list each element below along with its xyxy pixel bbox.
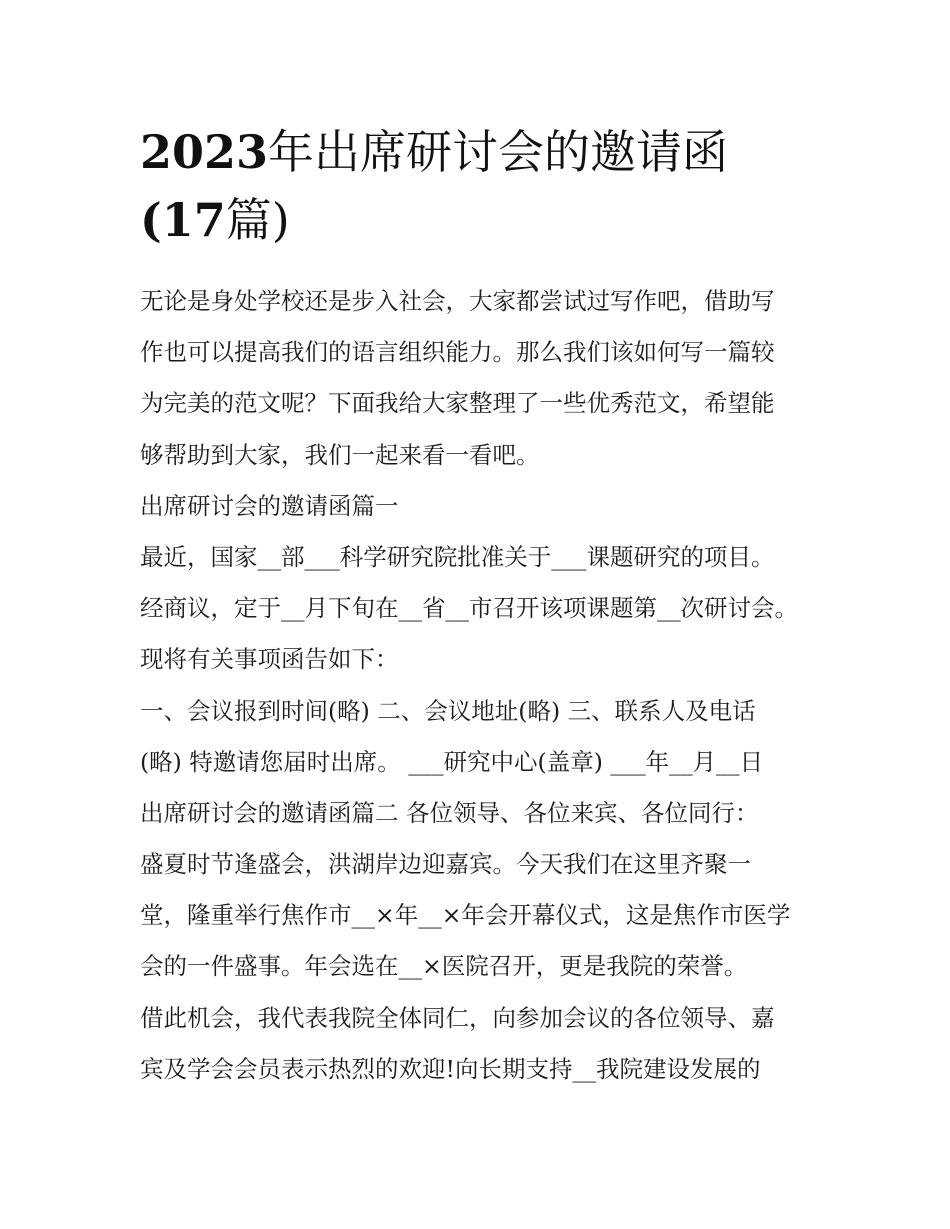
section-heading-2: 出席研讨会的邀请函篇二 各位领导、各位来宾、各位同行： (140, 798, 759, 827)
body-line: 宾及学会会员表示热烈的欢迎!向长期支持__我院建设发展的 (140, 1054, 761, 1083)
body-line: 最近，国家__部___科学研究院批准关于___课题研究的项目。 (140, 542, 775, 571)
body-line: 够帮助到大家，我们一起来看一看吧。 (140, 440, 540, 469)
body-line: 为完美的范文呢？下面我给大家整理了一些优秀范文，希望能 (140, 389, 775, 418)
body-line: 借此机会，我代表我院全体同仁，向参加会议的各位领导、嘉 (140, 1003, 775, 1032)
body-line: 经商议，定于__月下旬在__省__市召开该项课题第__次研讨会。 (140, 594, 798, 623)
body-line: 会的一件盛事。年会选在__×医院召开，更是我院的荣誉。 (140, 952, 748, 981)
body-line: 作也可以提高我们的语言组织能力。那么我们该如何写一篇较 (140, 338, 775, 367)
section-heading-1: 出席研讨会的邀请函篇一 (140, 491, 399, 520)
title-line-2 (140, 186, 820, 254)
body-line: 堂，隆重举行焦作市__×年__×年会开幕仪式，这是焦作市医学 (140, 901, 791, 930)
body-line: 盛夏时节逢盛会，洪湖岸边迎嘉宾。今天我们在这里齐聚一 (140, 850, 751, 879)
document-title (140, 118, 820, 254)
title-line-1 (140, 118, 820, 186)
body-line: (略) 特邀请您届时出席。 ___研究中心(盖章) ___年__月__日 (140, 747, 764, 776)
body-line: 现将有关事项函告如下： (140, 645, 399, 674)
document-body (140, 276, 820, 1095)
title-count: (17 (140, 193, 226, 247)
title-year: 2023 (140, 125, 269, 179)
title-text: 年出席研讨会的邀请函 (268, 125, 729, 179)
title-count-suffix: 篇) (225, 193, 290, 247)
body-line: 无论是身处学校还是步入社会，大家都尝试过写作吧，借助写 (140, 287, 775, 315)
body-line: 一、会议报到时间(略) 二、会议地址(略) 三、联系人及电话 (140, 696, 756, 725)
